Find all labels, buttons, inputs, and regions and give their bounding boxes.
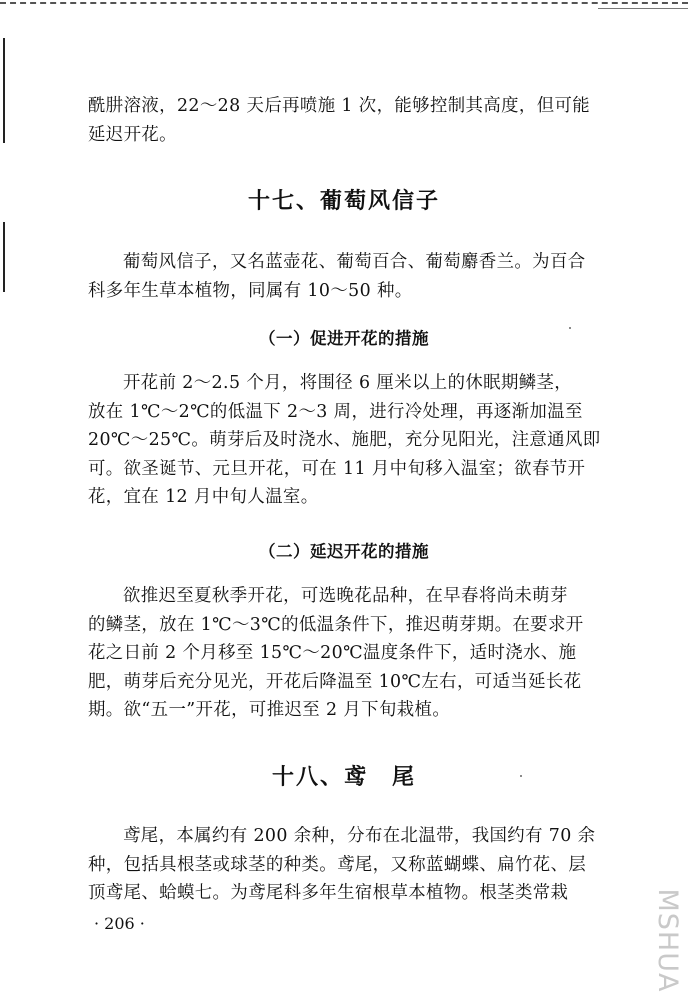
paragraph-line: 的鳞茎，放在 1℃～3℃的低温条件下，推迟萌芽期。在要求开 [88, 614, 584, 635]
paragraph-line: 花之日前 2 个月移至 15℃～20℃温度条件下，适时浇水、施 [88, 643, 577, 664]
paragraph-line: 开花前 2～2.5 个月，将围径 6 厘米以上的休眠期鳞茎， [123, 373, 573, 393]
subsection-delay-body [88, 582, 644, 725]
paragraph-line: 期。欲“五一”开花，可推迟至 2 月下旬栽植。 [88, 700, 451, 721]
paragraph-line: 肥，萌芽后充分见光，开花后降温至 10℃左右，可适当延长花 [88, 671, 582, 692]
paragraph-line: 20℃～25℃。萌芽后及时浇水、施肥，充分见阳光，注意通风即 [88, 430, 601, 451]
watermark-text: MSHUA [652, 888, 683, 993]
watermark [646, 880, 688, 1001]
paragraph-line: 延迟开花。 [88, 124, 177, 145]
section-18-body [88, 822, 644, 908]
paragraph-line: 酰肼溶液，22～28 天后再喷施 1 次，能够控制其高度，但可能 [88, 96, 591, 116]
section-title-17: 十七、葡萄风信子 [247, 189, 440, 214]
section-17-intro [88, 248, 644, 305]
paragraph-line: 可。欲圣诞节、元旦开花，可在 11 月中旬移入温室；欲春节开 [88, 458, 586, 479]
section-title-18: 十八、鸢 尾 [271, 765, 416, 790]
page-number: · 206 · [94, 914, 145, 933]
paragraph-line: 顶鸢尾、蛤蟆七。为鸢尾科多年生宿根草本植物。根茎类常栽 [88, 883, 569, 904]
paragraph-line: 花，宜在 12 月中旬人温室。 [88, 487, 319, 508]
paragraph-line: 放在 1℃～2℃的低温下 2～3 周，进行冷处理，再逐渐加温至 [88, 401, 583, 422]
paragraph-line: 科多年生草本植物，同属有 10～50 种。 [88, 280, 413, 301]
paragraph-line: 鸢尾，本属约有 200 余种，分布在北温带，我国约有 70 余 [123, 826, 596, 846]
intro-paragraph [88, 92, 644, 149]
paragraph-line: 种，包括具根茎或球茎的种类。鸢尾，又称蓝蝴蝶、扁竹花、层 [88, 854, 587, 875]
subsection-title-promote: （一）促进开花的措施 [259, 329, 429, 348]
scan-edge-line [3, 38, 5, 143]
scan-top-border [0, 2, 688, 4]
subsection-title-delay: （二）延迟开花的措施 [259, 542, 429, 561]
paragraph-line: 欲推迟至夏秋季开花，可选晚花品种，在早春将尚未萌芽 [123, 586, 568, 606]
scan-top-border-right [598, 8, 688, 9]
paragraph-line: 葡萄风信子，又名蓝壶花、葡萄百合、葡萄麝香兰。为百合 [123, 252, 586, 272]
scan-edge-line [3, 222, 5, 292]
subsection-promote-body [88, 369, 644, 512]
